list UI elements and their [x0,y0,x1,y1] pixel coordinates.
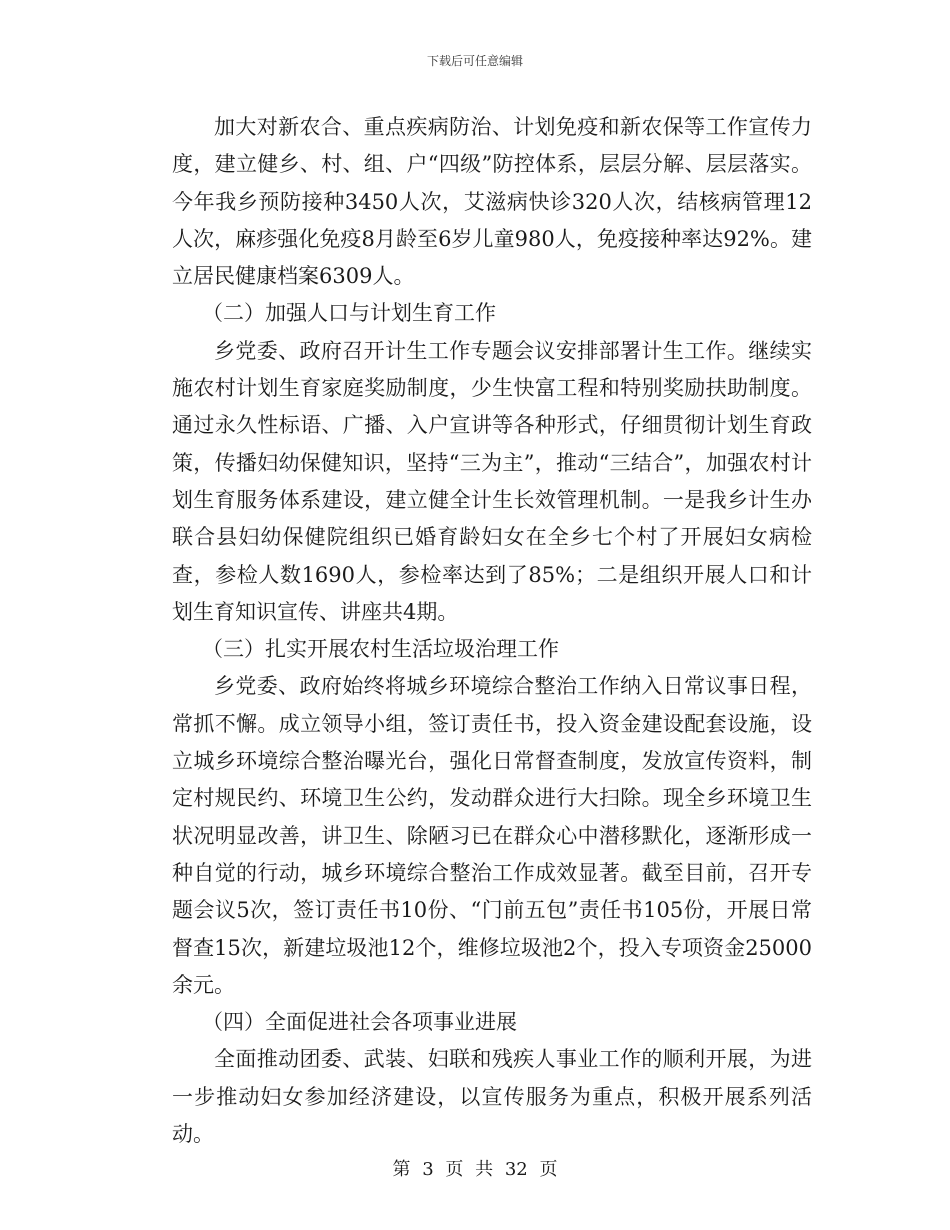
section-heading: （二）加强人口与计划生育工作 [202,301,496,326]
body-paragraph: 加大对新农合、重点疾病防治、计划免疫和新农保等工作宣传力度，建立健乡、村、组、户“四级”防控体系，层层分解、层层落实。今年我乡预防接种3450人次，艾滋病快诊320人次，结核病管理12人次，麻疹强化免疫8月龄至6岁儿童980人，免疫接种率达92%。建立居民健康档案6309人。 [172,115,812,289]
page-footer: 第 3 页 共 32 页 [392,1159,558,1180]
body-paragraph: 乡党委、政府召开计生工作专题会议安排部署计生工作。继续实施农村计划生育家庭奖励制度，少生快富工程和特别奖励扶助制度。通过永久性标语、广播、入户宣讲等各种形式，仔细贯彻计划生育政策，传播妇幼保健知识，坚持“三为主”，推动“三结合”，加强农村计划生育服务体系建设，建立健全计生长效管理机制。一是我乡计生办联合县妇幼保健院组织已婚育龄妇女在全乡七个村了开展妇女病检查，参检人数1690人，参检率达到了85%；二是组织开展人口和计划生育知识宣传、讲座共4期。 [172,338,812,624]
body-paragraph: 乡党委、政府始终将城乡环境综合整治工作纳入日常议事日程，常抓不懈。成立领导小组，签订责任书，投入资金建设配套设施，设立城乡环境综合整治曝光台，强化日常督查制度，发放宣传资料，制定村规民约、环境卫生公约，发动群众进行大扫除。现全乡环境卫生状况明显改善，讲卫生、除陋习已在群众心中潜移默化，逐渐形成一种自觉的行动，城乡环境综合整治工作成效显著。截至目前，召开专题会议5次，签订责任书10份、“门前五包”责任书105份，开展日常督查15次，新建垃圾池12个，维修垃圾池2个，投入专项资金25000余元。 [172,674,812,997]
page-header: 下载后可任意编辑 [426,54,523,68]
section-heading: （三）扎实开展农村生活垃圾治理工作 [202,637,559,662]
document-body [172,109,812,1153]
section-heading: （四）全面促进社会各项事业进展 [202,1010,517,1035]
body-paragraph: 全面推动团委、武装、妇联和残疾人事业工作的顺利开展，为进一步推动妇女参加经济建设，以宣传服务为重点，积极开展系列活动。 [172,1047,812,1147]
